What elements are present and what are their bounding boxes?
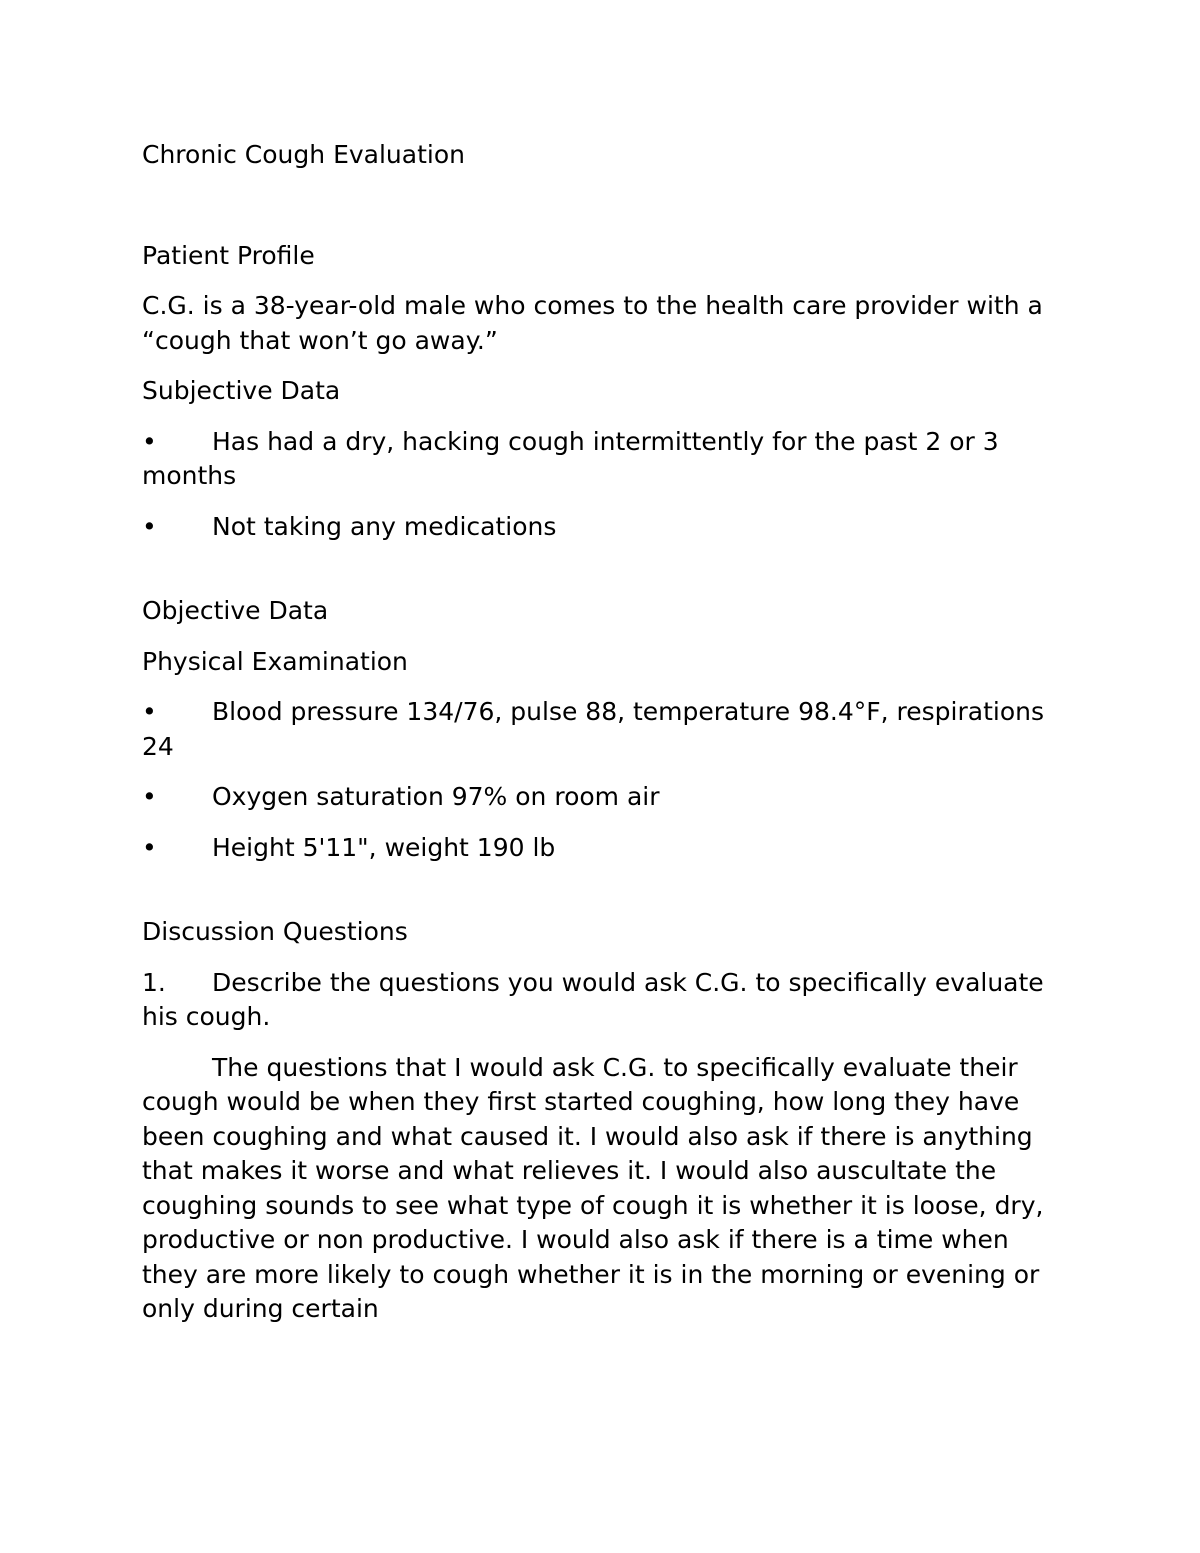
document-body: [142, 138, 1057, 1327]
subjective-list-item: [142, 425, 1057, 494]
question-number: 1.: [142, 967, 166, 997]
bullet-marker: •: [142, 782, 157, 811]
bullet-marker: •: [142, 697, 157, 726]
subjective-item-text: Not taking any medications: [212, 511, 557, 541]
objective-data-heading: Objective Data: [142, 596, 329, 625]
objective-list-item: [142, 780, 1057, 815]
document-title: Chronic Cough Evaluation: [142, 140, 465, 169]
bullet-marker: •: [142, 832, 157, 862]
patient-profile-heading: Patient Profile: [142, 240, 315, 270]
objective-item-text: Height 5'11", weight 190 lb: [212, 832, 556, 862]
discussion-questions-heading: Discussion Questions: [142, 917, 408, 946]
subjective-item-text: Has had a dry, hacking cough intermittently for the past 2 or 3 months: [142, 426, 999, 490]
bullet-marker: •: [142, 511, 157, 541]
patient-profile-text: C.G. is a 38-year-old male who comes to the health care provider with a “cough that won’t go away.”: [142, 291, 1043, 355]
answer-paragraph: The questions that I would ask C.G. to specifically evaluate their cough would be when they first started coughing, how long they have been coughing and what caused it. I would also ask if there is anything that makes it worse and what relieves it. I would also auscultate the coughing sounds to see what type of cough it is whether it is loose, dry, productive or non productive. I would also ask if there is a time when they are more likely to cough whether it is in the morning or evening or only during certain: [142, 1052, 1044, 1323]
bullet-marker: •: [142, 426, 157, 456]
subjective-list-item: [142, 510, 1057, 545]
objective-item-text: Oxygen saturation 97% on room air: [212, 782, 660, 811]
question-text: Describe the questions you would ask C.G. to specifically evaluate his cough.: [142, 967, 1044, 1031]
discussion-question: [142, 966, 1057, 1035]
objective-list-item: [142, 695, 1057, 764]
objective-list-item: [142, 831, 1057, 866]
physical-examination-heading: Physical Examination: [142, 646, 408, 676]
objective-item-text: Blood pressure 134/76, pulse 88, temperature 98.4°F, respirations 24: [142, 697, 1044, 761]
subjective-data-heading: Subjective Data: [142, 376, 341, 405]
